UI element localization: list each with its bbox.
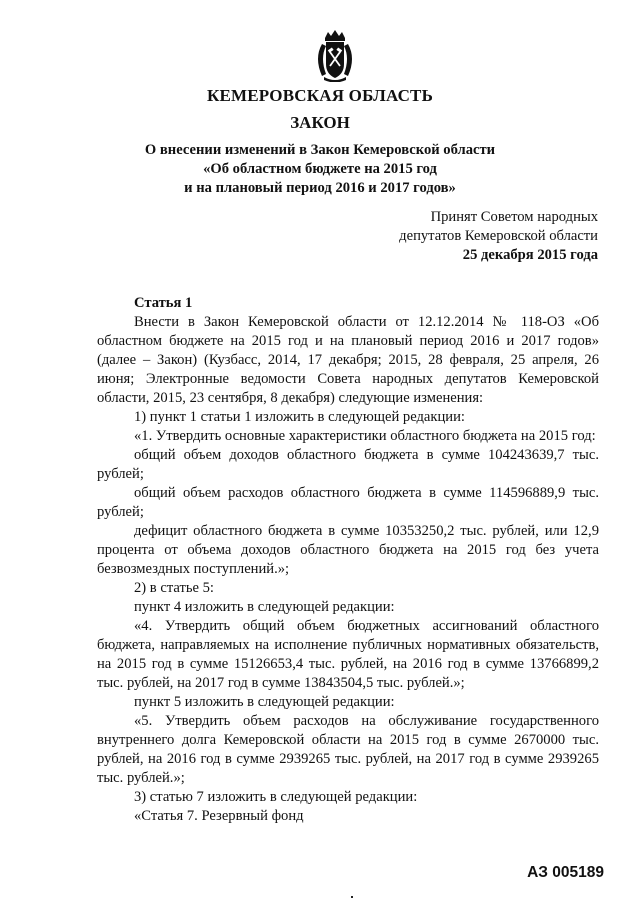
body-paragraph: пункт 4 изложить в следующей редакции:	[134, 599, 395, 615]
body-paragraph: «1. Утвердить основные характеристики областного бюджета на 2015 год:	[134, 428, 596, 444]
body-paragraph: 1) пункт 1 статьи 1 изложить в следующей редакции:	[134, 409, 465, 425]
adoption-line: Принят Советом народных	[430, 209, 598, 225]
law-heading: ЗАКОН	[290, 113, 350, 132]
body-paragraph: «4. Утвердить общий объем бюджетных ассигнований областного бюджета, направляемых на исполнение публичных нормативных обязательств, на 2015 год в сумме 15126653,4 тыс. рублей, на 2016 год в сумме 13766899,2 тыс. рублей, на 2017 год в сумме 13843504,5 тыс. рублей.»;	[97, 618, 599, 691]
body-paragraph: дефицит областного бюджета в сумме 10353250,2 тыс. рублей, или 12,9 процента от объема доходов областного бюджета на 2015 год без учета безвозмездных поступлений.»;	[97, 523, 599, 577]
adoption-date: 25 декабря 2015 года	[462, 247, 598, 263]
body-paragraph: общий объем расходов областного бюджета в сумме 114596889,9 тыс. рублей;	[97, 485, 599, 520]
law-title-line: О внесении изменений в Закон Кемеровской области	[144, 142, 496, 158]
adoption-block	[300, 208, 598, 265]
law-title	[100, 141, 540, 198]
body-paragraph: «5. Утвердить объем расходов на обслуживание государственного внутреннего долга Кемеровской области на 2015 год в сумме 2670000 тыс. рублей, на 2016 год в сумме 2939265 тыс. рублей, на 2017 год в сумме 2939265 тыс. рублей.»;	[97, 713, 599, 786]
document-body	[97, 294, 599, 826]
body-paragraph: «Статья 7. Резервный фонд	[134, 808, 304, 824]
coat-of-arms-icon	[312, 30, 358, 82]
document-serial-number: АЗ 005189	[527, 864, 604, 881]
body-paragraph: 3) статью 7 изложить в следующей редакции:	[134, 789, 418, 805]
law-title-line: и на плановый период 2016 и 2017 годов»	[184, 180, 456, 196]
body-paragraph: Внести в Закон Кемеровской области от 12.12.2014 № 118-ОЗ «Об областном бюджете на 2015 год и на плановый период 2016 и 2017 годов» (далее – Закон) (Кузбасс, 2014, 17 декабря; 2015, 28 февраля, 25 апреля, 26 июня; Электронные ведомости Совета народных депутатов Кемеровской области, 2015, 23 сентября, 8 декабря) следующие изменения:	[97, 314, 599, 406]
article-heading: Статья 1	[134, 295, 193, 311]
body-paragraph: общий объем доходов областного бюджета в сумме 104243639,7 тыс. рублей;	[97, 447, 599, 482]
body-paragraph: 2) в статье 5:	[134, 580, 214, 596]
adoption-line: депутатов Кемеровской области	[399, 228, 598, 244]
scan-speck	[351, 896, 353, 898]
region-heading: КЕМЕРОВСКАЯ ОБЛАСТЬ	[206, 86, 434, 105]
body-paragraph: пункт 5 изложить в следующей редакции:	[134, 694, 395, 710]
law-title-line: «Об областном бюджете на 2015 год	[203, 161, 437, 177]
